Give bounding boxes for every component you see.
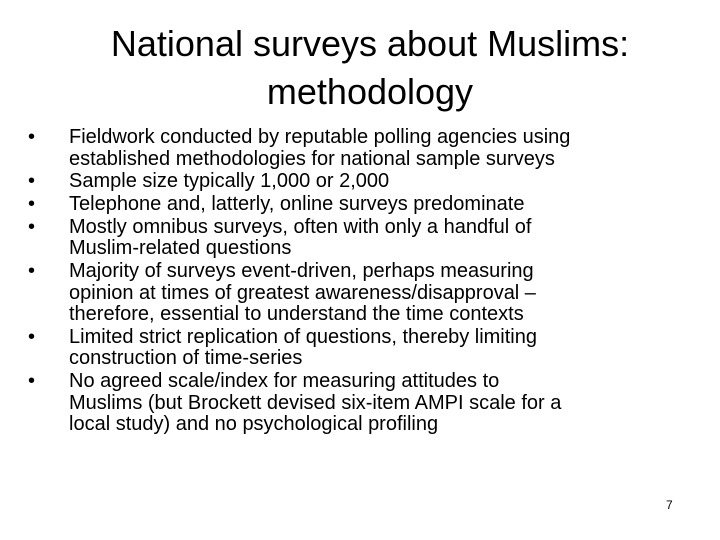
bullet-dot-icon: • (28, 215, 36, 238)
bullet-line: Telephone and, latterly, online surveys predominate (69, 193, 525, 216)
bullet-line: established methodologies for national sample surveys (69, 147, 555, 170)
bullet-line: Muslim-related questions (69, 237, 292, 260)
slide-title (40, 20, 700, 116)
bullet-item (28, 194, 678, 216)
slide-title-line-1: National surveys about Muslims: (110, 23, 630, 64)
page-number: 7 (666, 498, 673, 512)
bullet-item (28, 327, 678, 370)
bullet-item (28, 217, 678, 260)
bullet-item (28, 371, 678, 436)
bullet-dot-icon: • (28, 193, 36, 216)
bullet-line: Muslims (but Brockett devised six-item AMPI scale for a (69, 391, 562, 414)
bullet-dot-icon: • (28, 126, 36, 148)
slide-title-line-2: methodology (266, 71, 474, 112)
bullet-line: local study) and no psychological profiling (69, 413, 439, 436)
bullet-line: construction of time-series (69, 347, 303, 370)
bullet-line: therefore, essential to understand the time contexts (69, 303, 524, 326)
bullet-line: Sample size typically 1,000 or 2,000 (69, 170, 390, 193)
bullet-item (28, 261, 678, 326)
bullet-line: Fieldwork conducted by reputable polling agencies using (69, 126, 571, 148)
bullet-line: No agreed scale/index for measuring attitudes to (69, 370, 500, 393)
bullet-line: opinion at times of greatest awareness/disapproval – (69, 281, 536, 304)
bullet-list (28, 127, 678, 437)
bullet-item (28, 171, 678, 193)
bullet-line: Majority of surveys event-driven, perhaps measuring (69, 260, 534, 283)
bullet-line: Limited strict replication of questions, thereby limiting (69, 325, 537, 348)
bullet-dot-icon: • (28, 170, 36, 193)
bullet-dot-icon: • (28, 260, 36, 283)
bullet-item (28, 127, 678, 170)
bullet-dot-icon: • (28, 370, 36, 393)
bullet-dot-icon: • (28, 325, 36, 348)
bullet-line: Mostly omnibus surveys, often with only a handful of (69, 215, 532, 238)
